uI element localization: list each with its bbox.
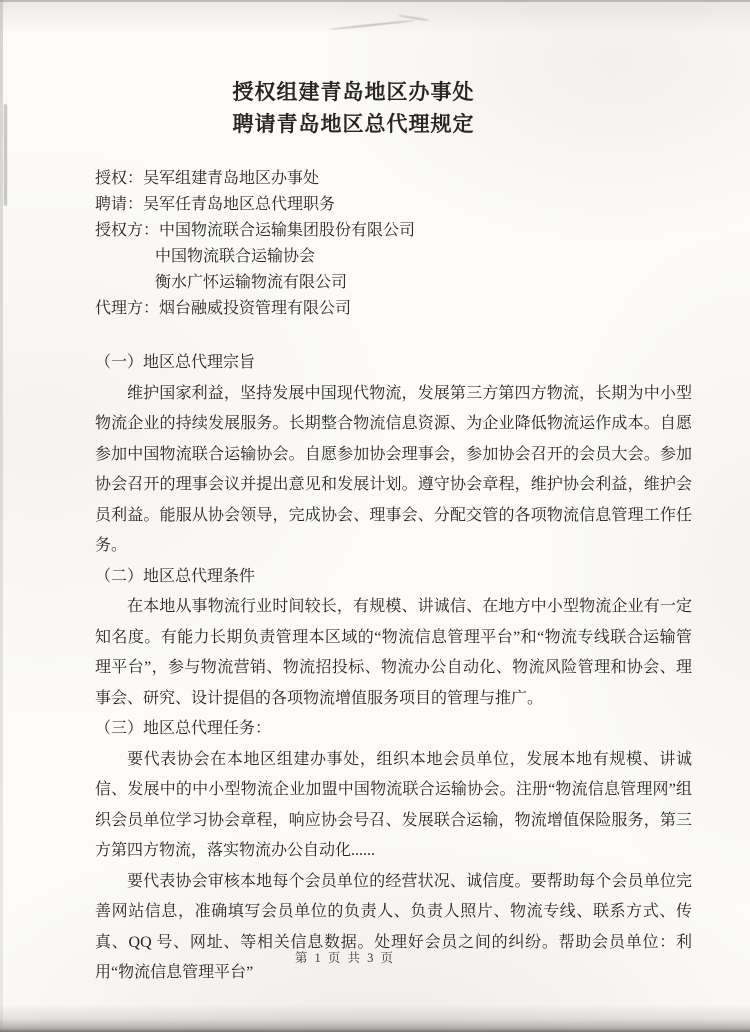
document-title bbox=[55, 76, 652, 140]
section-3-paragraph-1: 要代表协会在本地区组建办事处，组织本地会员单位，发展本地有规模、讲诚信、发展中的中小型物流企业加盟中国物流联合运输协会。注册“物流信息管理网”组织会员单位学习协会章程，响应协会号召、发展联合运输，物流增值保险服务，第三方第四方物流，落实物流办公自动化...... bbox=[95, 750, 692, 859]
section-2-paragraph-1: 在本地从事物流行业时间较长，有规模、讲诚信、在地方中小型物流企业有一定知名度。有能力长期负责管理本区域的“物流信息管理平台”和“物流专线联合运输管理平台”，参与物流营销、物流招投标、物流办公自动化、物流风险管理和协会、理事会、研究、设计提倡的各项物流增值服务项目的管理与推广。 bbox=[95, 598, 692, 707]
header-line-authorizer-2: 中国物流联合运输协会 bbox=[155, 248, 316, 265]
scan-left-scratch bbox=[4, 104, 7, 206]
header-line-agent: 代理方：烟台融威投资管理有限公司 bbox=[95, 300, 352, 317]
section-2-heading: （二）地区总代理条件 bbox=[95, 567, 256, 585]
header-line-appointment: 聘请：吴军任青岛地区总代理职务 bbox=[95, 196, 336, 213]
title-line-2: 聘请青岛地区总代理规定 bbox=[232, 112, 475, 136]
document-body bbox=[95, 348, 692, 989]
document-header-block bbox=[95, 166, 692, 322]
page-number-footer: 第 1 页 共 3 页 bbox=[294, 951, 396, 965]
section-3-paragraph-2: 要代表协会审核本地每个会员单位的经营状况、诚信度。要帮助每个会员单位完善网站信息，准确填写会员单位的负责人、负责人照片、物流专线、联系方式、传真、QQ 号、网址、等相关信息数据。处理好会员之间的纠纷。帮助会员单位：利用“物流信息管理平台” bbox=[95, 872, 692, 981]
document-content bbox=[95, 0, 692, 989]
header-line-authorization: 授权：吴军组建青岛地区办事处 bbox=[95, 170, 320, 187]
scan-bottom-edge bbox=[0, 1004, 750, 1032]
header-line-authorizer-1: 授权方：中国物流联合运输集团股份有限公司 bbox=[95, 222, 416, 239]
section-3-heading: （三）地区总代理任务： bbox=[95, 720, 272, 737]
scan-left-edge bbox=[0, 0, 3, 1032]
section-1-paragraph-1: 维护国家利益，坚持发展中国现代物流，发展第三方第四方物流，长期为中小型物流企业的持续发展服务。长期整合物流信息资源、为企业降低物流运作成本。自愿参加中国物流联合运输协会。自愿参加协会理事会，参加协会召开的会员大会。参加协会召开的理事会议并提出意见和发展计划。遵守协会章程，维护协会利益，维护会员利益。能服从协会领导，完成协会、理事会、分配交管的各项物流信息管理工作任务。 bbox=[95, 384, 692, 554]
header-line-authorizer-3: 衡水广怀运输物流有限公司 bbox=[155, 274, 348, 291]
section-1-heading: （一）地区总代理宗旨 bbox=[95, 354, 256, 371]
title-line-1: 授权组建青岛地区办事处 bbox=[232, 80, 475, 104]
